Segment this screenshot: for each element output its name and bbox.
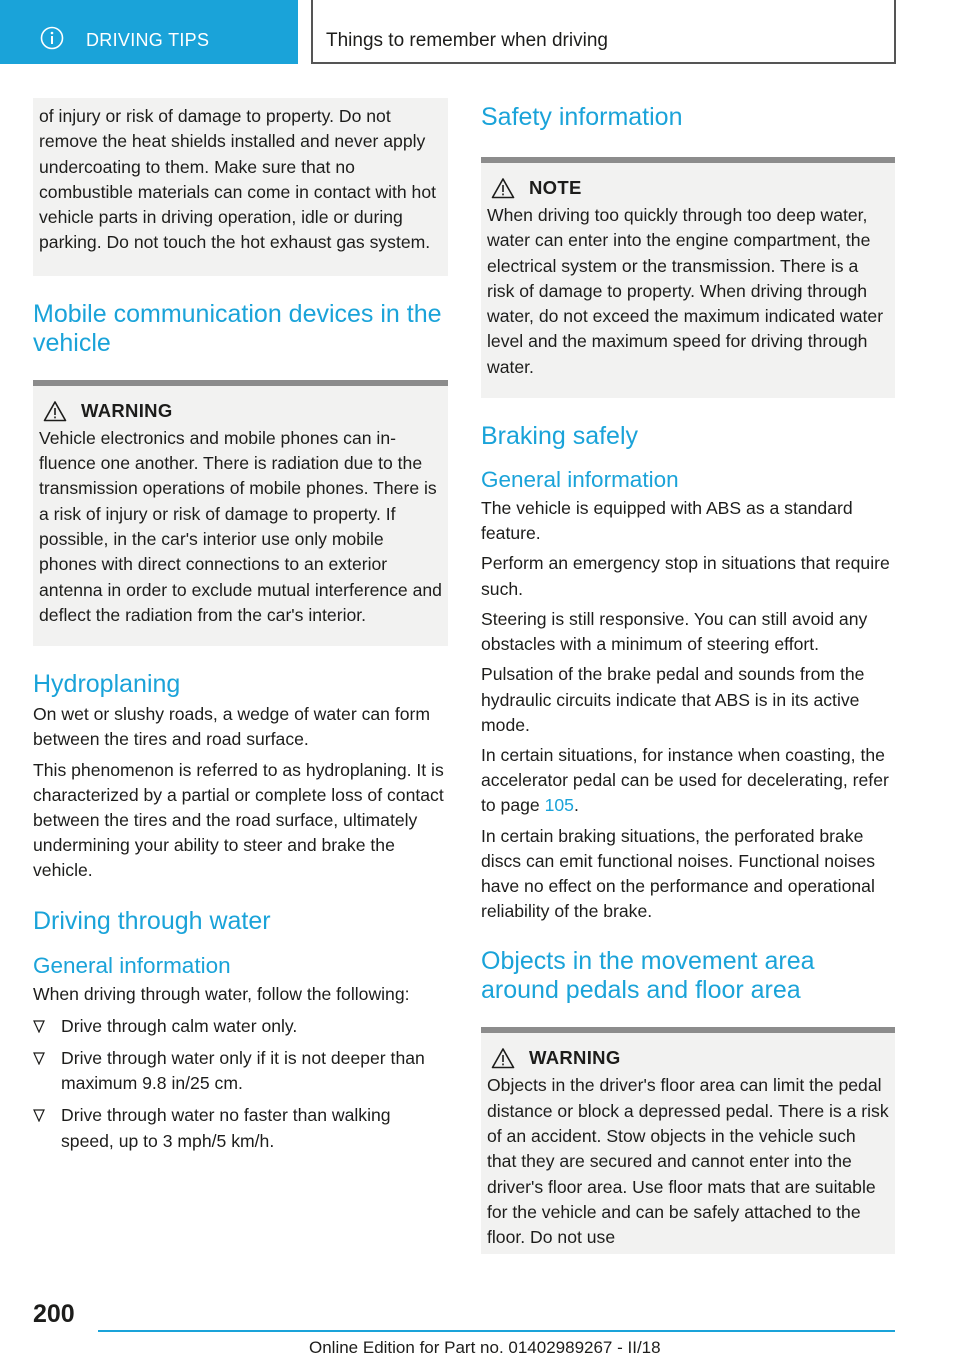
- section-tab: [0, 0, 298, 64]
- braking-paragraph: The vehicle is equipped with ABS as a standard feature.: [481, 498, 853, 544]
- right-column: [481, 98, 895, 1254]
- warning-triangle-icon: [491, 1047, 515, 1069]
- edition-footer: Online Edition for Part no. 01402989267 - II/18: [309, 1338, 661, 1357]
- hydroplaning-paragraph: This phenomenon is referred to as hydroplaning. It is characterized by a partial or complete loss of contact between the tires and the road surface, ultimately undermining your ability to steer and brake the vehicle.: [33, 759, 444, 881]
- braking-paragraph: In certain situations, for instance when coasting, the accelerator pedal can be used for decelerating, refer to page 105.: [481, 744, 889, 816]
- braking-paragraph: Pulsation of the brake pedal and sounds from the hydraulic circuits indicate that ABS is in its active mode.: [481, 664, 865, 735]
- list-item: Drive through water no faster than walking speed, up to 3 mph/5 km/h.: [33, 1103, 448, 1153]
- braking-subheading: General information: [481, 467, 679, 493]
- water-subheading: General information: [33, 952, 231, 978]
- info-icon: [40, 26, 64, 50]
- note-text: When driving too quickly through too deep water, water can enter into the engine compartment, the electrical system or the transmission. There is a risk of damage to property. When driving through water, do not exceed the maximum indicated water level and the maximum speed for driving through water.: [487, 205, 884, 377]
- triangle-bullet-icon: [33, 1052, 45, 1065]
- braking-paragraph: Steering is still responsive. You can still avoid any obstacles with a minimum of steering effort.: [481, 608, 868, 655]
- warning-label: WARNING: [81, 399, 173, 421]
- list-item: Drive through calm water only.: [33, 1014, 448, 1039]
- warning-text: Vehicle electronics and mobile phones can influence one another. There is radiation due to the transmission operations of mobile phones. There is a risk of injury or risk of damage to property. If possible, in the car's interior use only mobile phones with direct connections to an exterior antenna in order to exclude mutual interference and deflect the radiation from the car's interior.: [39, 427, 442, 625]
- water-intro: When driving through water, follow the following:: [33, 983, 410, 1004]
- list-item: Drive through water only if it is not deeper than maximum 9.8 in/25 cm.: [33, 1046, 448, 1096]
- warning-triangle-icon: [491, 177, 515, 199]
- water-bullet-list: [33, 1014, 448, 1154]
- mobile-warning: [33, 380, 448, 646]
- braking-paragraph: In certain braking situations, the perforated brake discs can emit functional noises. Functional noises have no effect on the performance and operational reliability of the brake.: [481, 825, 876, 922]
- braking-heading: Braking safely: [481, 422, 639, 451]
- page-reference-link[interactable]: 105: [544, 795, 574, 816]
- warning-text: Objects in the driver's floor area can limit the pedal distance or block a depressed pedal. There is a risk of an accident. Stow objects in the vehicle such that they are secured and cannot enter into the driver's floor area. Use floor mats that are suitable for the vehicle and can be safely attached to the floor. Do not use: [487, 1075, 889, 1248]
- continued-warning-text: of injury or risk of damage to property. Do not remove the heat shields installed and never apply undercoating to them. Make sure that no combustible materials can come in contact with hot vehicle parts in driving operation, idle or during parking. Do not touch the hot exhaust gas system.: [39, 106, 437, 253]
- left-column: [33, 98, 448, 1154]
- note-label: NOTE: [529, 177, 582, 198]
- safety-heading: Safety information: [481, 103, 683, 131]
- triangle-bullet-icon: [33, 1020, 45, 1033]
- page-title: Things to remember when driving: [326, 30, 608, 51]
- mobile-heading: Mobile communication devices in the vehicle: [33, 299, 442, 357]
- water-heading: Driving through water: [33, 906, 271, 935]
- note-box: [481, 157, 895, 398]
- warning-label: WARNING: [529, 1047, 621, 1069]
- braking-paragraph: Perform an emergency stop in situations that require such.: [481, 553, 890, 599]
- hydroplaning-paragraph: On wet or slushy roads, a wedge of water can form between the tires and road surface.: [33, 704, 431, 750]
- warning-triangle-icon: [43, 400, 67, 422]
- triangle-bullet-icon: [33, 1109, 45, 1122]
- objects-heading: Objects in the movement area around pedals and floor area: [481, 947, 815, 1005]
- page-number: 200: [33, 1300, 75, 1328]
- objects-warning: [481, 1027, 895, 1254]
- footer-divider: [98, 1330, 895, 1332]
- continued-warning-box: [33, 98, 448, 276]
- section-label: DRIVING TIPS: [86, 30, 210, 50]
- hydroplaning-heading: Hydroplaning: [33, 670, 181, 699]
